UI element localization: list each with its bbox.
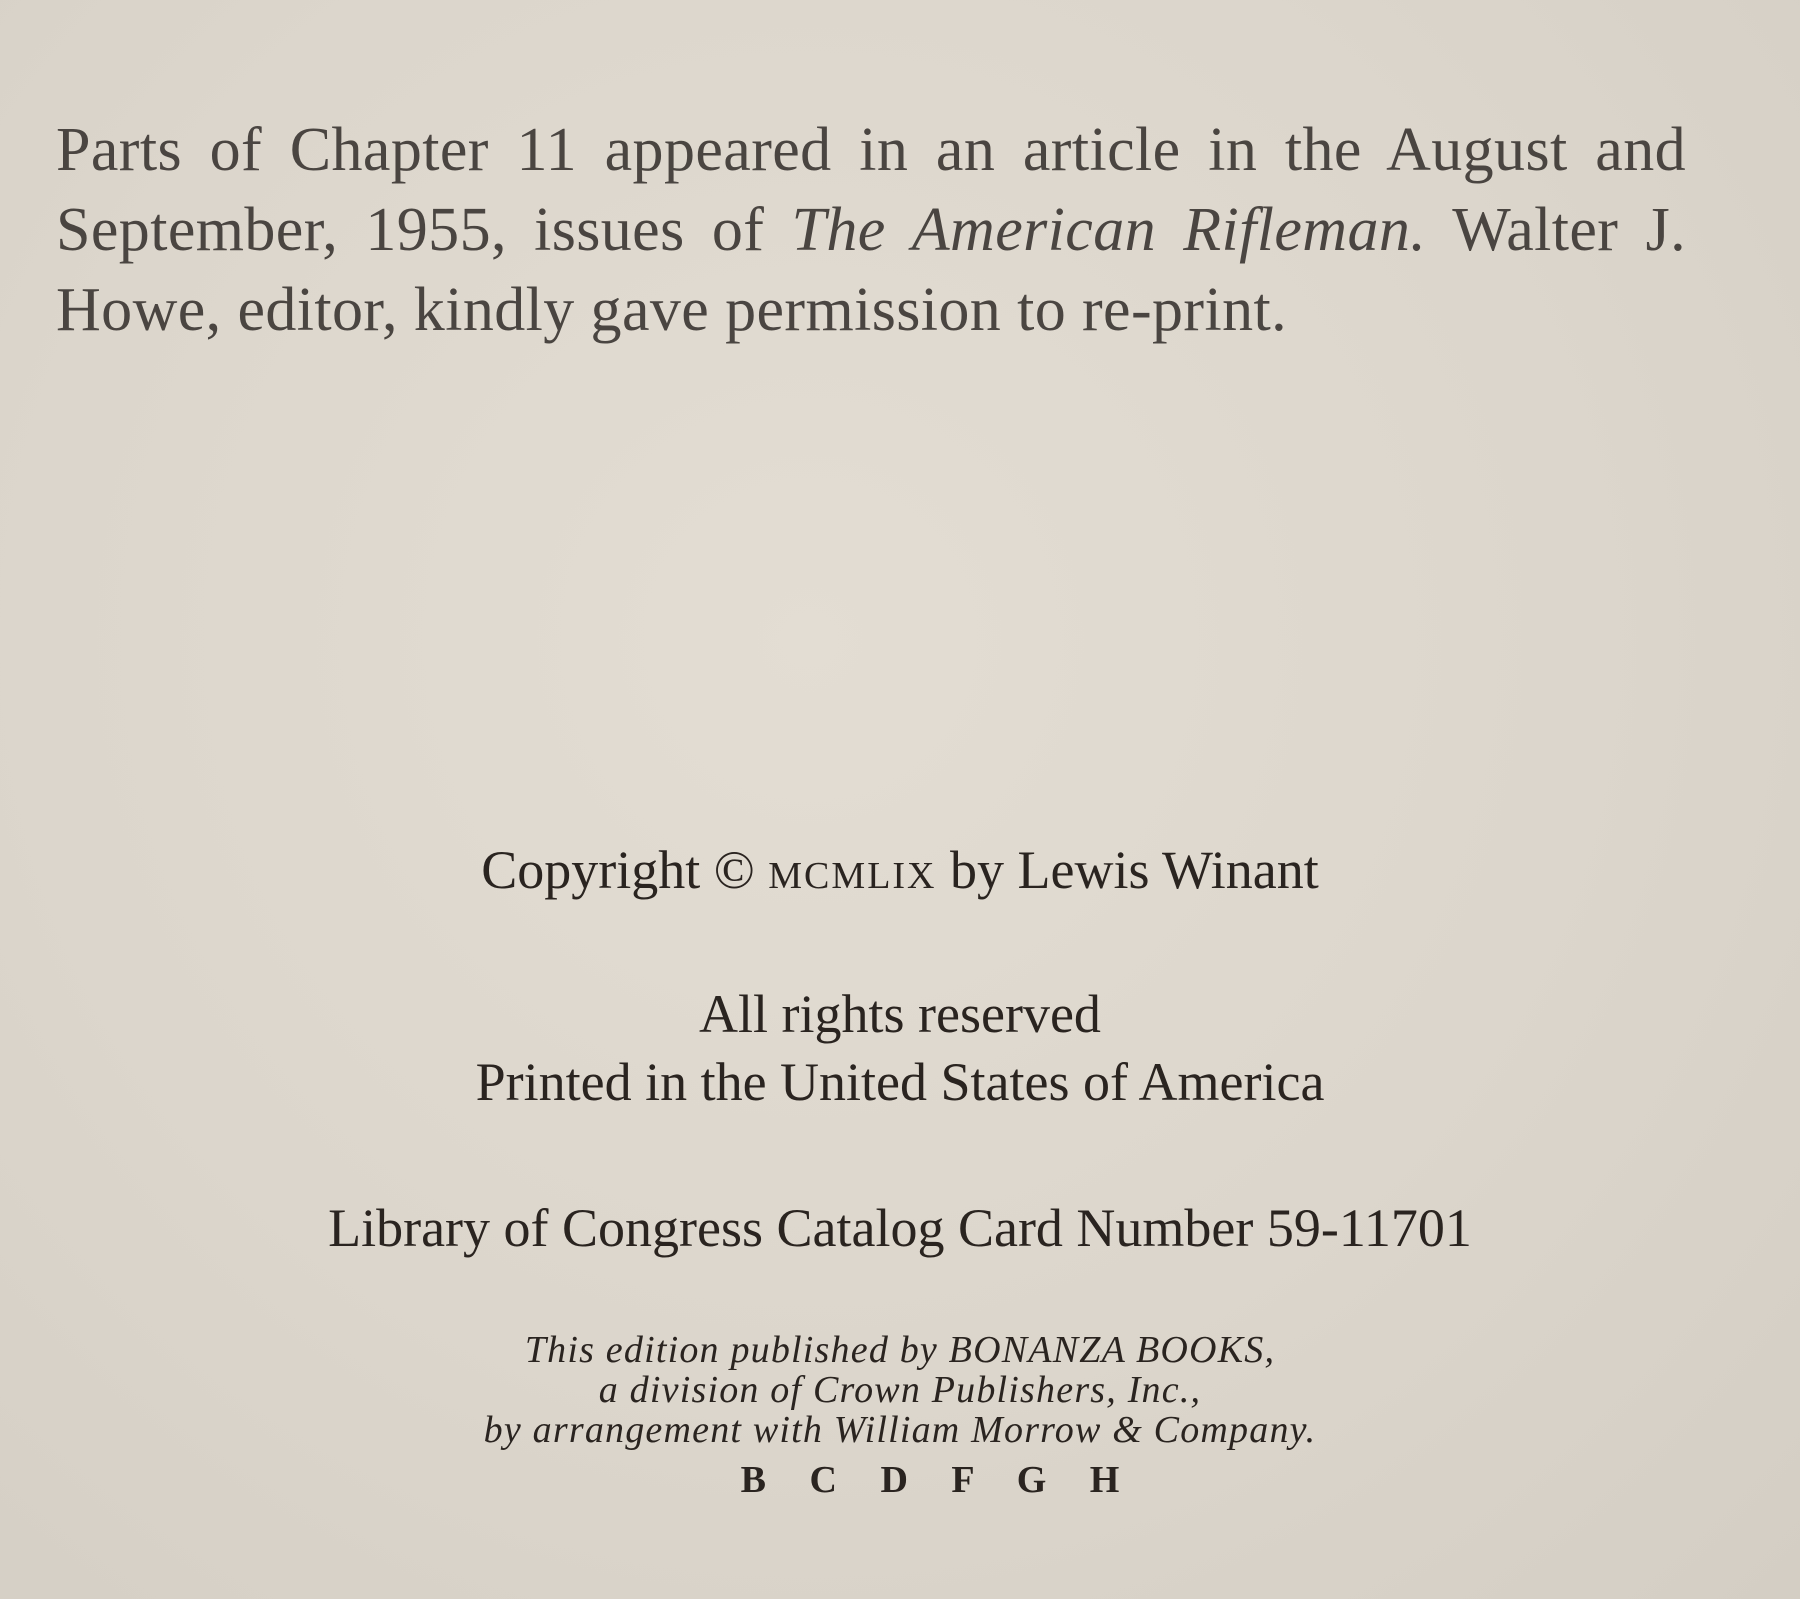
rights-block xyxy=(0,980,1800,1116)
copyright-line xyxy=(0,835,1800,905)
copyright-prefix: Copyright © xyxy=(481,840,769,900)
printing-letters: B C D F G H xyxy=(740,1459,1120,1501)
rights-reserved: All rights reserved xyxy=(699,984,1101,1044)
edition-line-3: by arrangement with William Morrow & Company. xyxy=(483,1409,1317,1451)
note-text-before: Parts of Chapter 11 appeared in an article in the August and September, 1955, issues of xyxy=(56,116,1686,264)
edition-line-2: a division of Crown Publishers, Inc., xyxy=(598,1369,1202,1411)
copyright-year: mcmlix xyxy=(768,840,937,900)
permission-note xyxy=(56,110,1686,350)
copyright-holder: by Lewis Winant xyxy=(936,840,1319,900)
note-text-after: Walter J. Howe, editor, kindly gave permission to re-print. xyxy=(56,196,1686,344)
edition-line-1: This edition published by BONANZA BOOKS, xyxy=(524,1329,1276,1371)
edition-statement xyxy=(0,1330,1800,1450)
magazine-title: The American Rifleman. xyxy=(791,196,1427,264)
printed-in: Printed in the United States of America xyxy=(475,1052,1325,1112)
catalog-card-number: Library of Congress Catalog Card Number 59-11701 xyxy=(328,1198,1472,1258)
